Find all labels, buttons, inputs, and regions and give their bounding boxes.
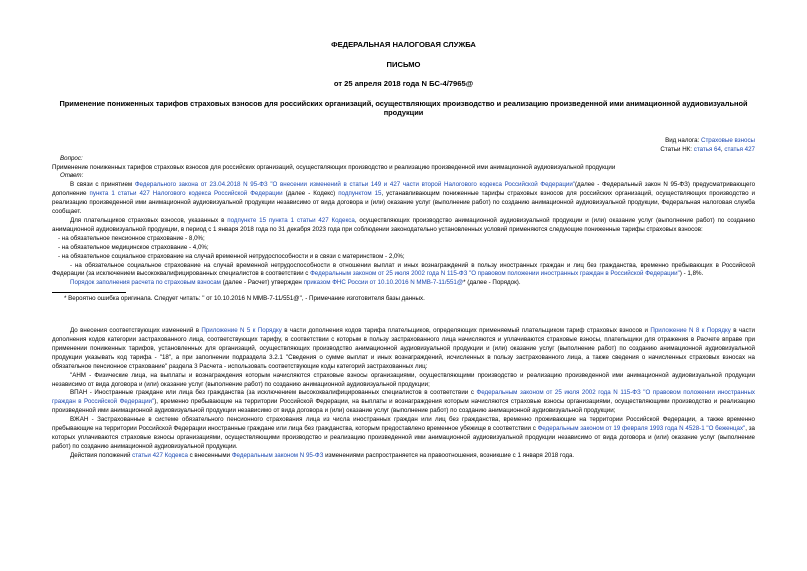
tariff-item-foreign	[52, 262, 755, 280]
appendix-8-link[interactable]: Приложение N 8 к Порядку	[650, 327, 731, 335]
article-64-link[interactable]: статья 64	[693, 145, 721, 153]
text-run: , осуществляющих производство анимационной аудиовизуальной продукции и (или) оказание услуг (выполнение работ) по созданию анимационной аудиовизуальной продукции, в период с 1 января 2018 года по 31 декабря 2023 года при соблюдении законодательно установленных условий применяются следующие пониженные тарифы страховых взносов:	[52, 216, 756, 233]
tax-kind-link[interactable]: Страховые взносы	[701, 136, 755, 144]
federal-law-115-link[interactable]: Федеральным законом от 25 июля 2002 года N 115-ФЗ "О правовом положении иностранных граждан в Российской Федерации"	[310, 270, 680, 278]
answer-paragraph-2	[52, 217, 755, 235]
document-subject: Применение пониженных тарифов страховых взносов для российских организаций, осуществляющих производство и реализацию произведенной ими анимационной аудиовизуальной продукции	[59, 99, 748, 118]
text-run: ВЖАН - Застрахованные в системе обязательного пенсионного страхования лица из числа иностранных граждан или лиц без гражданства, временно проживающие на территории Российской Федерации, а также временно пребывающие на территории Российской Федерации иностранные граждане или лица без гражданства, которым предоставлено временное убежище в соответствии с	[52, 416, 755, 433]
text-run: в части дополнения кодов категории застрахованного лица, соответствующих тарифу, в соответствии с которым в пользу застрахованного лица начисляются и уплачиваются страховые взносы, плательщики для отражения в Расчете вправе при применении пониженных тарифов, установленных для организаций, осуществляющих производство анимационной аудиовизуальной продукции и (или) оказание услуг (выполнение работ) по созданию анимационной аудиовизуальной продукции указывать код тарифа - "18", а при заполнении подраздела 3.2.1 "Сведения о сумме выплат и иных вознаграждений, исчисленных в пользу застрахованного лица, а также сведения о начисленных страховых взносах на обязательное пенсионное страхование" раздела 3 Расчета - использовать соответствующие коды категорий застрахованных лиц:	[52, 327, 755, 370]
subparagraph-15-link[interactable]: подпунктом 15	[338, 190, 382, 198]
answer-label: Ответ:	[60, 172, 84, 180]
answer-paragraph-order	[52, 279, 755, 288]
text-run: с внесенными	[187, 451, 232, 459]
articles-separator: ,	[720, 145, 723, 153]
document-date-number: от 25 апреля 2018 года N БС-4/7965@	[333, 79, 474, 88]
article-427-link[interactable]: статья 427	[724, 145, 755, 153]
fns-order-link[interactable]: приказом ФНС России от 10.10.2016 N ММВ-7-11/551@	[303, 279, 464, 287]
text-run: ВПАН - Иностранные граждане или лица без гражданства (за исключением высококвалифицированных специалистов в соответствии с	[70, 389, 477, 397]
text-run: (далее - Расчет) утвержден	[220, 279, 304, 287]
question-label: Вопрос:	[60, 154, 83, 162]
document-meta	[52, 137, 755, 155]
federal-law-95-link-2[interactable]: Федеральным законом N 95-ФЗ	[231, 451, 324, 459]
articles-line	[52, 146, 755, 155]
section2-paragraph-final	[52, 452, 755, 461]
text-run: До внесения соответствующих изменений в	[70, 327, 202, 335]
tax-kind-label: Вид налога:	[665, 136, 700, 144]
text-run: , устанавливающим пониженные тарифы страховых взносов для российских организаций, осуществляющих производство и реализацию произведенной ими анимационной аудиовизуальной продукции независимо от вида договора и (или) оказание услуг (выполнение работ) по созданию анимационной аудиовизуальной продукции, Федеральная налоговая служба сообщает.	[52, 190, 755, 216]
document-type: ПИСЬМО	[386, 60, 421, 69]
footnote-divider	[52, 292, 126, 293]
tax-kind-line	[52, 137, 755, 146]
text-run: ) - 1,8%.	[679, 270, 704, 278]
section2-paragraph-1	[52, 327, 755, 372]
tariff-item-medical: - на обязательное медицинское страхование - 4,0%;	[58, 243, 209, 251]
subparagraph-15-code-link[interactable]: подпункте 15 пункта 1 статьи 427 Кодекса	[227, 216, 355, 224]
section2-code-vpan	[52, 389, 755, 416]
tax-code-427-link[interactable]: пункта 1 статьи 427 Налогового кодекса Российской Федерации	[89, 190, 283, 198]
question-text: Применение пониженных тарифов страховых взносов для российских организаций, осуществляющих производство и реализацию произведенной ими анимационной аудиовизуальной продукции	[52, 163, 616, 171]
text-run: Действия положений	[70, 451, 133, 459]
federal-law-95-link[interactable]: Федерального закона от 23.04.2018 N 95-ФЗ "О внесении изменений в статьи 149 и 427 части второй Налогового кодекса Российской Федерации"	[134, 181, 575, 189]
articles-label: Статьи НК:	[660, 145, 692, 153]
section-2	[52, 327, 755, 461]
text-run: Для плательщиков страховых взносов, указанных в	[70, 216, 228, 224]
text-run: в части дополнения кодов тарифа плательщиков, определяющих применяемый плательщиком тариф страховых взносов и	[281, 327, 651, 335]
answer-paragraph-1	[52, 181, 755, 217]
federal-law-115-link-2[interactable]: Федеральным законом от 25 июля 2002 года N 115-ФЗ "О правовом положении иностранных граждан в Российской Федерации"	[52, 389, 755, 406]
footnote: * Вероятно ошибка оригинала. Следует читать: " от 10.10.2016 N ММВ-7-11/551@", - Примечание изготовителя базы данных.	[64, 295, 425, 303]
agency-title: ФЕДЕРАЛЬНАЯ НАЛОГОВАЯ СЛУЖБА	[331, 40, 476, 49]
text-run: ), временно пребывающие на территории Российской Федерации, на выплаты и вознаграждения которым начисляются страховые взносы организациями, осуществляющими производство и реализацию произведенной ими анимационной аудиовизуальной продукции независимо от вида договора и (или) оказание услуг (выполнение работ) по созданию анимационной аудиовизуальной продукции;	[52, 398, 756, 415]
tariff-item-social: - на обязательное социальное страхование на случай временной нетрудоспособности и в связи с материнством - 2,0%;	[58, 252, 405, 260]
text-run: изменениями распространяется на правоотношения, возникшие с 1 января 2018 года.	[323, 451, 575, 459]
text-run: * (далее - Порядок).	[463, 279, 521, 287]
text-run: , за которых уплачиваются страховые взносы организациями, осуществляющими производство и реализацию произведенной ими анимационной аудиовизуальной продукции независимо от вида договора и (или) оказание услуг (выполнение работ) по созданию анимационной аудиовизуальной продукции.	[52, 425, 755, 450]
section2-code-vzhan	[52, 416, 755, 452]
appendix-5-link[interactable]: Приложение N 5 к Порядку	[201, 327, 282, 335]
text-run: (далее - Кодекс)	[282, 190, 339, 198]
refugees-law-link[interactable]: Федеральным законом от 19 февраля 1993 года N 4528-1 "О беженцах"	[537, 425, 746, 433]
text-run: - на обязательное социальное страхование на случай временной нетрудоспособности в отношении выплат и иных вознаграждений в пользу иностранных граждан и лиц без гражданства, временно пребывающих в Российской Федерации (за исключением высококвалифицированных специалистов в соответствии с	[52, 261, 755, 278]
section2-code-anm: "АНМ - Физические лица, на выплаты и вознаграждения которым начисляются страховые взносы организациями, осуществляющими производство и реализацию произведенной ими анимационной аудиовизуальной продукции независимо от вида договора и (или) оказание услуг (выполнение работ) по созданию анимационной аудиовизуальной продукции;	[52, 371, 755, 388]
calculation-order-link[interactable]: Порядок заполнения расчета по страховым взносам	[70, 279, 221, 287]
tariff-item-pension: - на обязательное пенсионное страхование - 8,0%;	[58, 234, 205, 242]
text-run: (далее - Федеральный закон N 95-ФЗ) предусматривающего дополнение	[52, 181, 756, 198]
article-427-code-link[interactable]: статьи 427 Кодекса	[132, 451, 188, 459]
text-run: В связи с принятием	[70, 181, 135, 189]
